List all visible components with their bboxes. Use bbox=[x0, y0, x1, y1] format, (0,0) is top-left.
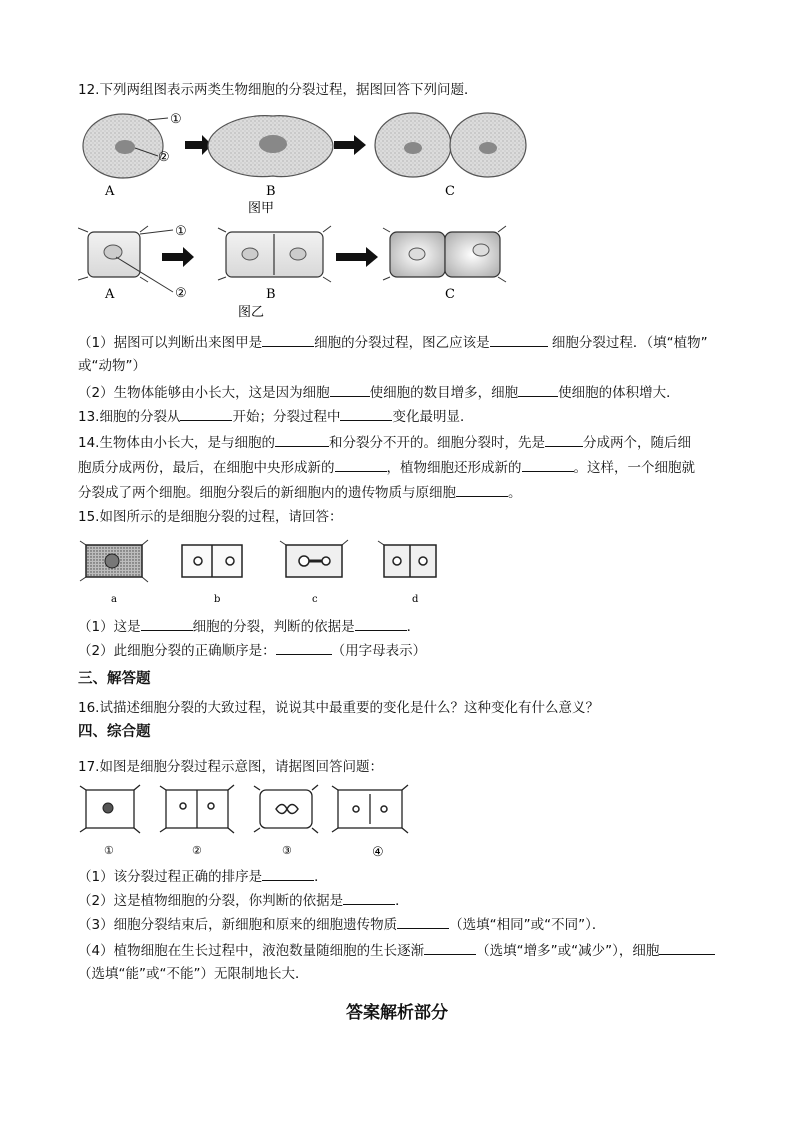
q12-part1-cont: 或“动物”） bbox=[78, 358, 146, 374]
q15-part1: （1）这是 细胞的分裂，判断的依据是 ． bbox=[78, 616, 420, 637]
q12-part1: （1）据图可以判断出来图甲是 细胞的分裂过程，图乙应该是 细胞分裂过程．（填“植物” bbox=[78, 332, 708, 353]
answer-blank[interactable] bbox=[659, 940, 715, 955]
q12-part2: （2）生物体能够由小长大，这是因为细胞 使细胞的数目增多，细胞 使细胞的体积增大． bbox=[78, 382, 680, 403]
marker-2: ② bbox=[158, 150, 170, 165]
svg-text:②: ② bbox=[175, 286, 187, 301]
svg-text:d: d bbox=[412, 594, 419, 605]
section-heading: 三、解答题 bbox=[78, 671, 151, 687]
q17-part2: （2）这是植物细胞的分裂，你判断的依据是 ． bbox=[78, 890, 409, 911]
svg-text:①: ① bbox=[104, 844, 114, 857]
svg-text:B: B bbox=[266, 287, 276, 302]
answer-blank[interactable] bbox=[275, 432, 329, 447]
q17-part3: （3）细胞分裂结束后，新细胞和原来的细胞遗传物质 （选填“相同”或“不同”）． bbox=[78, 914, 605, 935]
answer-blank[interactable] bbox=[490, 332, 548, 347]
answer-blank[interactable] bbox=[456, 482, 508, 497]
answer-section-title: 答案解析部分 bbox=[346, 1003, 448, 1023]
figure-q15 bbox=[78, 535, 438, 607]
answer-blank[interactable] bbox=[424, 940, 476, 955]
svg-text:A: A bbox=[105, 287, 115, 302]
answer-blank[interactable] bbox=[276, 640, 332, 655]
answer-blank[interactable] bbox=[518, 382, 558, 397]
answer-blank[interactable] bbox=[340, 406, 392, 421]
answer-blank[interactable] bbox=[330, 382, 370, 397]
q17-part1: （1）该分裂过程正确的排序是 ． bbox=[78, 866, 328, 887]
q15-stem: 15.如图所示的是细胞分裂的过程，请回答： bbox=[78, 509, 343, 525]
svg-text:C: C bbox=[445, 287, 455, 302]
q15-part2: （2）此细胞分裂的正确顺序是： （用字母表示） bbox=[78, 640, 426, 661]
svg-text:②: ② bbox=[192, 844, 202, 857]
q17-part4-cont: （选填“能”或“不能”）无限制地长大． bbox=[78, 966, 309, 982]
cell-c-yi-right bbox=[445, 232, 500, 277]
figure-q17 bbox=[78, 782, 418, 862]
marker-1: ① bbox=[170, 112, 182, 127]
answer-blank[interactable] bbox=[397, 914, 449, 929]
nucleus-icon bbox=[115, 140, 135, 154]
svg-text:b: b bbox=[214, 594, 221, 605]
answer-blank[interactable] bbox=[545, 432, 583, 447]
q14-line2: 胞质分成两份，最后，在细胞中央形成新的 ，植物细胞还形成新的 。这样，一个细胞就 bbox=[78, 457, 695, 478]
q13: 13.细胞的分裂从 开始；分裂过程中 变化最明显． bbox=[78, 406, 473, 427]
answer-blank[interactable] bbox=[180, 406, 232, 421]
q14-line3: 分裂成了两个细胞。细胞分裂后的新细胞内的遗传物质与原细胞 。 bbox=[78, 482, 522, 503]
answer-blank[interactable] bbox=[262, 866, 314, 881]
answer-blank[interactable] bbox=[335, 457, 387, 472]
cell-3 bbox=[260, 790, 312, 828]
svg-text:B: B bbox=[266, 184, 276, 199]
svg-text:A: A bbox=[105, 184, 115, 199]
svg-text:a: a bbox=[111, 594, 117, 605]
svg-text:C: C bbox=[445, 184, 455, 199]
svg-text:①: ① bbox=[175, 224, 187, 239]
figure-jia bbox=[78, 108, 558, 218]
section-heading: 四、综合题 bbox=[78, 724, 151, 740]
caption-yi: 图乙 bbox=[238, 305, 265, 320]
answer-blank[interactable] bbox=[343, 890, 395, 905]
answer-blank[interactable] bbox=[522, 457, 574, 472]
svg-text:③: ③ bbox=[282, 844, 292, 857]
figure-yi bbox=[78, 222, 558, 322]
q14-line1: 14.生物体由小长大，是与细胞的 和分裂分不开的。细胞分裂时，先是 分成两个，随后细 bbox=[78, 432, 691, 453]
svg-text:④: ④ bbox=[372, 845, 384, 860]
answer-blank[interactable] bbox=[355, 616, 407, 631]
q16: 16.试描述细胞分裂的大致过程，说说其中最重要的变化是什么？这种变化有什么意义？ bbox=[78, 700, 599, 716]
svg-text:c: c bbox=[312, 594, 318, 605]
q17-part4: （4）植物细胞在生长过程中，液泡数量随细胞的生长逐渐 （选填“增多”或“减少”），细胞 bbox=[78, 940, 715, 961]
answer-blank[interactable] bbox=[262, 332, 314, 347]
answer-blank[interactable] bbox=[141, 616, 193, 631]
caption-jia: 图甲 bbox=[248, 201, 275, 216]
q12-stem: 12.下列两组图表示两类生物细胞的分裂过程，据图回答下列问题． bbox=[78, 82, 478, 98]
q17-stem: 17.如图是细胞分裂过程示意图，请据图回答问题： bbox=[78, 759, 383, 775]
